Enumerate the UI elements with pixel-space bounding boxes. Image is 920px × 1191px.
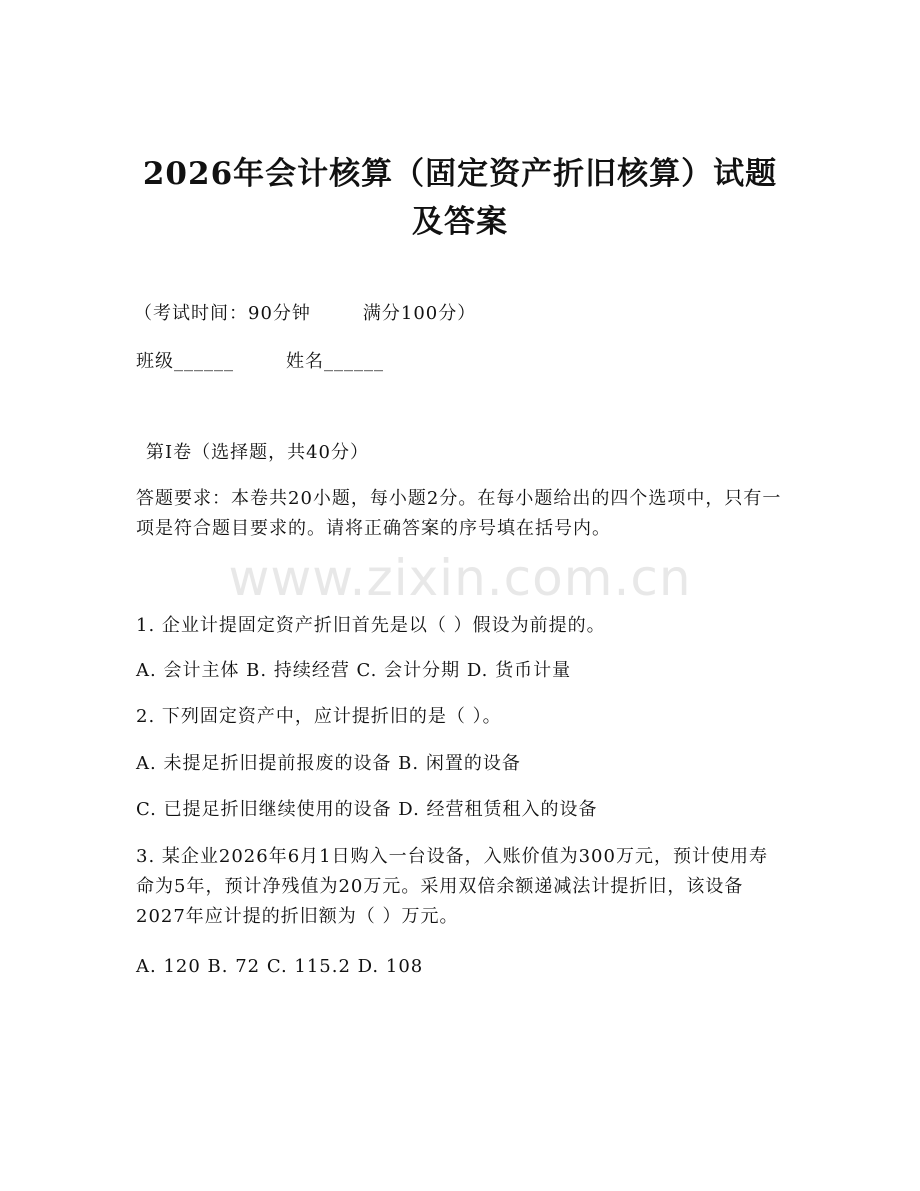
question-2-stem: 2. 下列固定资产中，应计提折旧的是（ ）。 (136, 706, 502, 727)
question-1-options: A. 会计主体 B. 持续经营 C. 会计分期 D. 货币计量 (136, 660, 572, 681)
document-title (100, 150, 820, 246)
instructions: 答题要求：本卷共20小题，每小题2分。在每小题给出的四个选项中，只有一项是符合题目要求的。请将正确答案的序号填在括号内。 (136, 488, 782, 539)
title-line-2: 及答案 (412, 204, 508, 240)
full-score: 满分100分） (362, 303, 477, 324)
question-2-options-2: C. 已提足折旧继续使用的设备 D. 经营租赁租入的设备 (136, 799, 598, 820)
exam-time: （考试时间：90分钟 (134, 303, 311, 324)
question-3-options: A. 120 B. 72 C. 115.2 D. 108 (136, 956, 424, 977)
watermark: www.zixin.com.cn (228, 549, 692, 607)
student-info (136, 350, 384, 374)
question-3-stem: 3. 某企业2026年6月1日购入一台设备，入账价值为300万元，预计使用寿命为5年，预计净残值为20万元。采用双倍余额递减法计提折旧，该设备2027年应计提的折旧额为（ ）万元。 (136, 846, 768, 927)
question-1-stem: 1. 企业计提固定资产折旧首先是以（ ）假设为前提的。 (136, 615, 606, 636)
name-field: 姓名______ (286, 351, 384, 372)
section-heading: 第I卷（选择题，共40分） (146, 442, 370, 463)
exam-info (134, 302, 476, 326)
class-field: 班级______ (136, 351, 234, 372)
question-2-options-1: A. 未提足折旧提前报废的设备 B. 闲置的设备 (136, 753, 521, 774)
title-line-1: 2026年会计核算（固定资产折旧核算）试题 (142, 156, 778, 192)
